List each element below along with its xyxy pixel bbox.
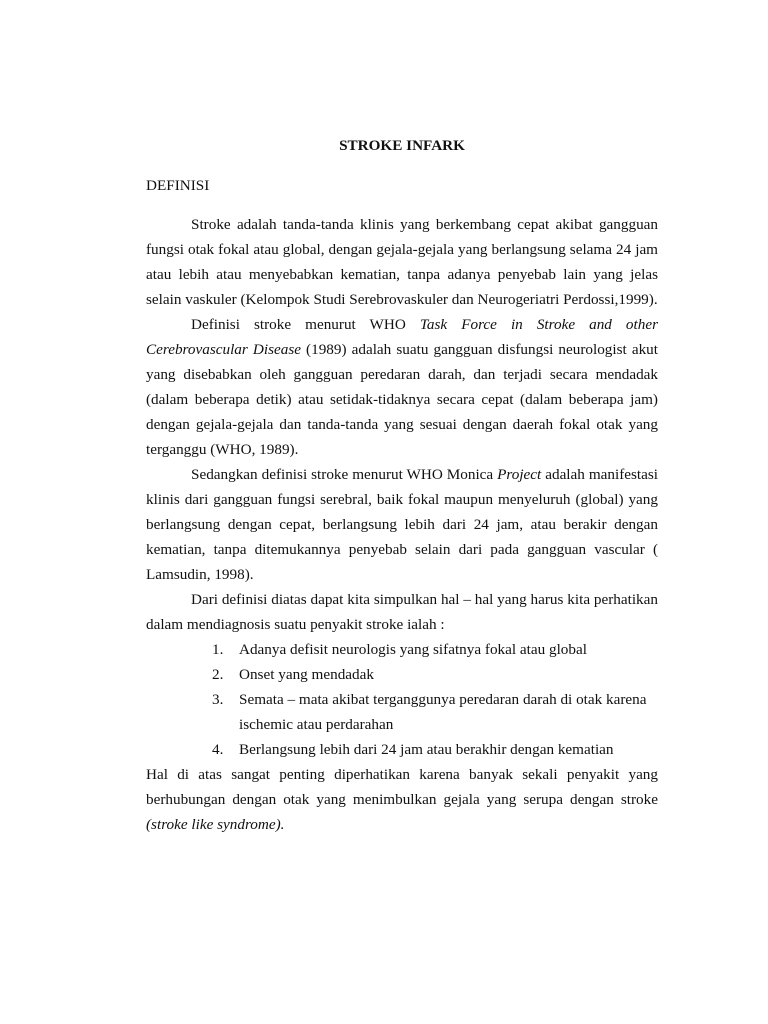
diagnosis-criteria-list	[146, 637, 658, 762]
document-title: STROKE INFARK	[339, 137, 465, 154]
list-item	[146, 637, 658, 662]
list-item-number: 1.	[212, 641, 224, 658]
italic-text-run: Task Force in Stroke and other Cerebrovascular Disease	[146, 316, 658, 358]
paragraph-stroke-definition: Stroke adalah tanda-tanda klinis yang berkembang cepat akibat gangguan fungsi otak fokal atau global, dengan gejala-gejala yang berlangsung selama 24 jam atau lebih atau menyebabkan kematian, tanpa adanya penyebab lain yang jelas selain vaskuler (Kelompok Studi Serebrovaskuler dan Neurogeriatri Perdossi,1999).	[146, 216, 658, 308]
paragraph-conclusion-intro: Dari definisi diatas dapat kita simpulkan hal – hal yang harus kita perhatikan dalam mendiagnosis suatu penyakit stroke ialah :	[146, 591, 658, 633]
list-item-text: Semata – mata akibat terganggunya peredaran darah di otak karena ischemic atau perdarahan	[239, 691, 647, 733]
section-heading: DEFINISI	[146, 177, 210, 194]
list-item-number: 4.	[212, 741, 224, 758]
list-item-number: 2.	[212, 666, 224, 683]
list-item-number: 3.	[212, 691, 224, 708]
document-body	[146, 134, 658, 837]
paragraph-who-monica-definition: Sedangkan definisi stroke menurut WHO Monica Project adalah manifestasi klinis dari gangguan fungsi serebral, baik fokal maupun menyeluruh (global) yang berlangsung dengan cepat, berlangsung lebih dari 24 jam, atau berakir dengan kematian, tanpa ditemukannya penyebab selain dari pada gangguan vascular ( Lamsudin, 1998).	[146, 466, 658, 583]
list-item-text: Adanya defisit neurologis yang sifatnya fokal atau global	[239, 641, 587, 658]
paragraph-closing: Hal di atas sangat penting diperhatikan karena banyak sekali penyakit yang berhubungan dengan otak yang menimbulkan gejala yang serupa dengan stroke (stroke like syndrome).	[146, 766, 658, 833]
list-item-text: Berlangsung lebih dari 24 jam atau berakhir dengan kematian	[239, 741, 614, 758]
list-item-text: Onset yang mendadak	[239, 666, 374, 683]
paragraph-who-definition: Definisi stroke menurut WHO Task Force in Stroke and other Cerebrovascular Disease (1989) adalah suatu gangguan disfungsi neurologist akut yang disebabkan oleh gangguan peredaran darah, dan terjadi secara mendadak (dalam beberapa detik) atau setidak-tidaknya secara cepat (dalam beberapa jam) dengan gejala-gejala dan tanda-tanda yang sesuai dengan daerah fokal otak yang terganggu (WHO, 1989).	[146, 316, 658, 458]
list-item	[146, 737, 658, 762]
italic-text-run: Project	[497, 466, 542, 483]
list-item	[146, 687, 658, 737]
italic-text-run: (stroke like syndrome).	[146, 816, 285, 833]
list-item	[146, 662, 658, 687]
